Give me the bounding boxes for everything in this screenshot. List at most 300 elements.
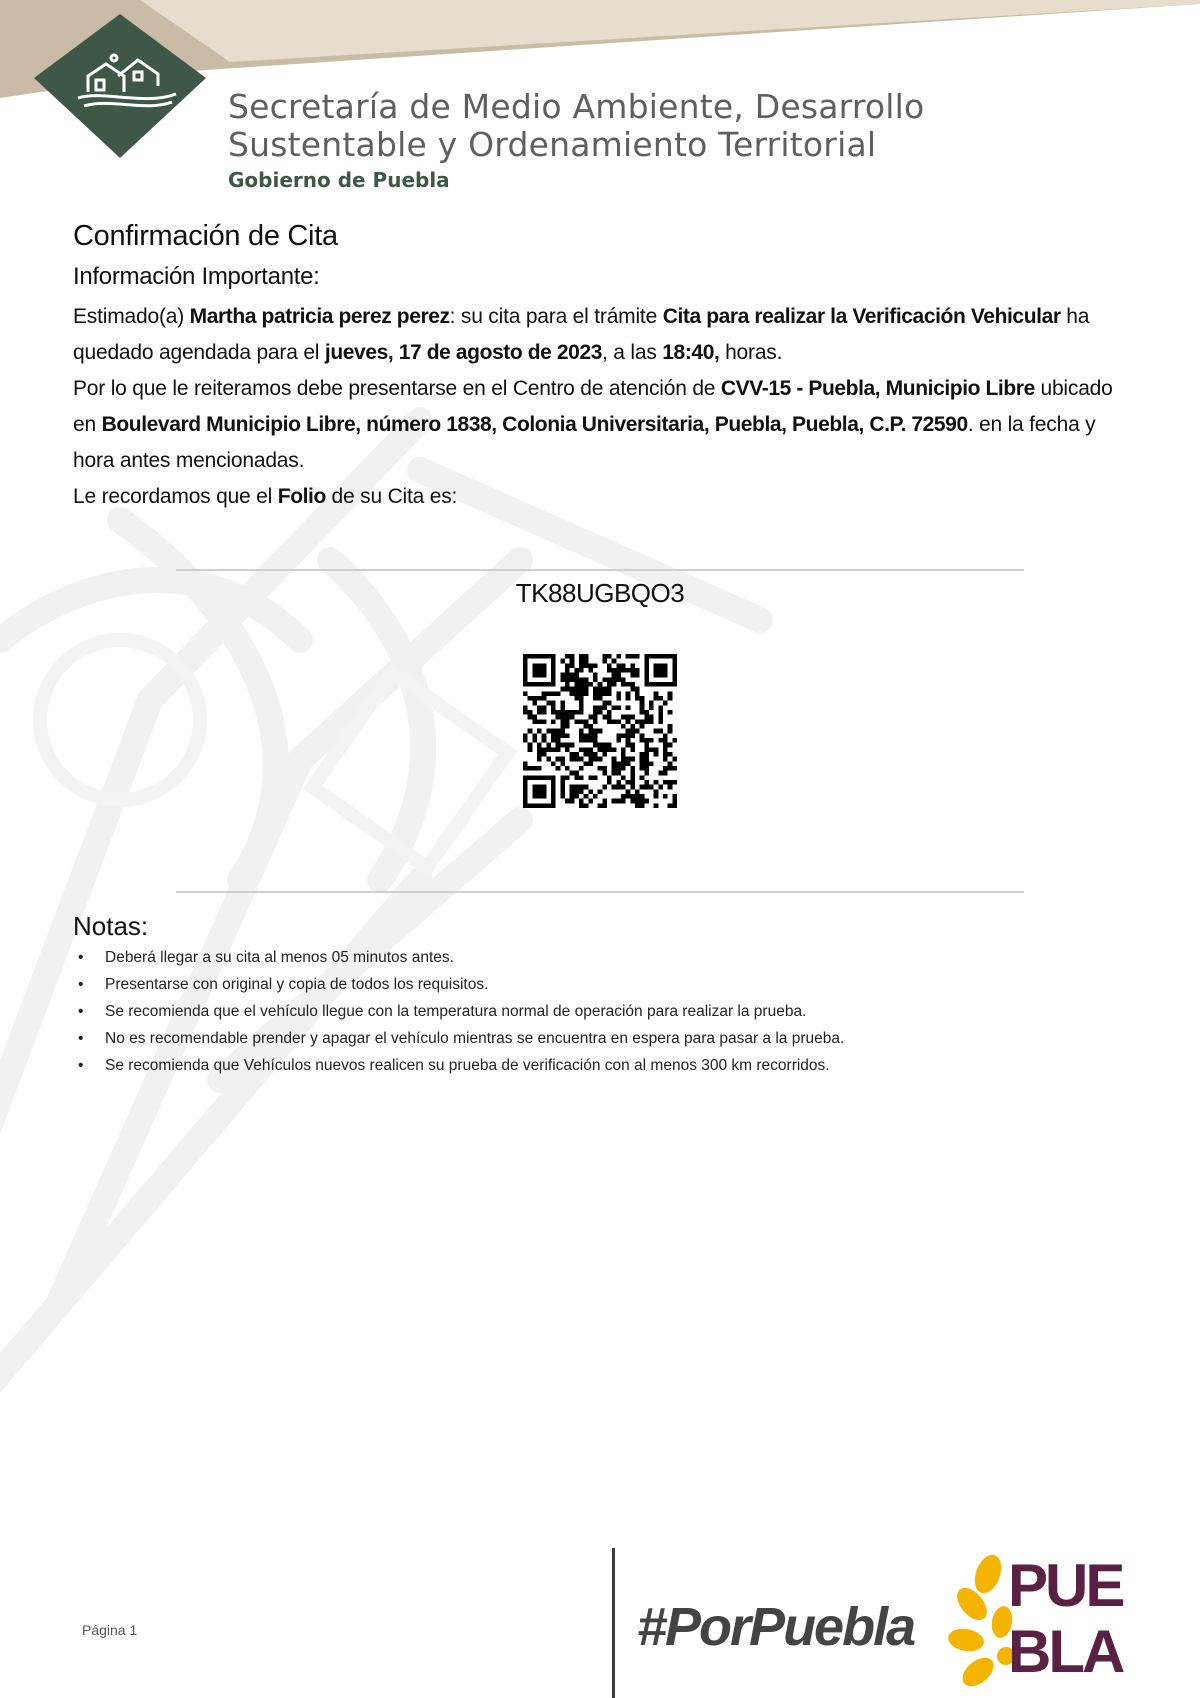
qr-module <box>551 705 556 710</box>
qr-module <box>644 710 649 715</box>
qr-module <box>654 794 659 799</box>
qr-module <box>542 733 547 738</box>
qr-module <box>644 757 649 762</box>
qr-module <box>644 785 649 790</box>
qr-module <box>635 719 640 724</box>
qr-module <box>612 785 617 790</box>
qr-module <box>574 757 579 762</box>
qr-module <box>546 691 551 696</box>
qr-module <box>612 747 617 752</box>
qr-module <box>570 659 575 664</box>
qr-module <box>640 719 645 724</box>
divider-bottom <box>176 891 1024 893</box>
qr-module <box>626 691 631 696</box>
qr-module <box>588 729 593 734</box>
qr-module <box>654 780 659 785</box>
qr-module <box>588 775 593 780</box>
qr-module <box>537 729 542 734</box>
qr-module <box>588 757 593 762</box>
qr-module <box>565 747 570 752</box>
qr-module <box>668 803 673 808</box>
qr-module <box>593 719 598 724</box>
qr-module <box>672 799 677 804</box>
qr-module <box>630 673 635 678</box>
qr-module <box>612 799 617 804</box>
qr-module <box>644 761 649 766</box>
qr-module <box>570 799 575 804</box>
qr-module <box>658 696 663 701</box>
qr-module <box>528 696 533 701</box>
qr-module <box>602 687 607 692</box>
qr-module <box>574 677 579 682</box>
qr-module <box>579 659 584 664</box>
qr-module <box>556 733 561 738</box>
qr-module <box>640 761 645 766</box>
qr-module <box>584 719 589 724</box>
qr-module <box>537 766 542 771</box>
qr-module <box>556 757 561 762</box>
qr-module <box>584 747 589 752</box>
qr-module <box>644 719 649 724</box>
qr-module <box>630 682 635 687</box>
qr-module <box>570 715 575 720</box>
qr-module <box>630 780 635 785</box>
qr-module <box>616 738 621 743</box>
flower-icon <box>948 1552 1016 1698</box>
qr-module <box>672 757 677 762</box>
qr-module <box>635 687 640 692</box>
qr-module <box>593 691 598 696</box>
qr-module <box>621 766 626 771</box>
qr-module <box>621 733 626 738</box>
qr-module <box>635 789 640 794</box>
qr-module <box>560 715 565 720</box>
qr-module <box>668 696 673 701</box>
qr-module <box>570 691 575 696</box>
qr-module <box>658 710 663 715</box>
qr-module <box>542 691 547 696</box>
qr-module <box>644 799 649 804</box>
qr-module <box>640 757 645 762</box>
qr-module <box>542 738 547 743</box>
qr-module <box>644 780 649 785</box>
qr-module <box>570 789 575 794</box>
qr-module <box>649 719 654 724</box>
qr-module <box>630 747 635 752</box>
qr-module <box>602 771 607 776</box>
qr-module <box>523 766 528 771</box>
list-item: • Deberá llegar a su cita al menos 05 minutos antes. <box>78 944 844 971</box>
qr-module <box>584 794 589 799</box>
qr-module <box>621 747 626 752</box>
qr-module <box>560 789 565 794</box>
qr-module <box>560 724 565 729</box>
qr-module <box>658 771 663 776</box>
qr-module <box>560 729 565 734</box>
qr-module <box>551 738 556 743</box>
qr-module <box>602 654 607 659</box>
qr-module <box>616 733 621 738</box>
qr-module <box>579 747 584 752</box>
qr-module <box>635 794 640 799</box>
qr-module <box>630 743 635 748</box>
qr-module <box>616 771 621 776</box>
qr-module <box>654 747 659 752</box>
qr-module <box>579 766 584 771</box>
qr-module <box>579 691 584 696</box>
qr-module <box>574 673 579 678</box>
qr-module <box>579 696 584 701</box>
qr-module <box>523 761 528 766</box>
qr-module <box>551 761 556 766</box>
qr-module <box>621 668 626 673</box>
hashtag-porpuebla: #PorPuebla <box>637 1597 915 1657</box>
qr-module <box>588 738 593 743</box>
qr-module <box>556 715 561 720</box>
qr-module <box>584 785 589 790</box>
qr-module <box>626 729 631 734</box>
qr-module <box>584 733 589 738</box>
qr-module <box>593 663 598 668</box>
list-item: • No es recomendable prender y apagar el vehículo mientras se encuentra en espera para pasar a la prueba. <box>78 1025 844 1052</box>
qr-module <box>663 733 668 738</box>
qr-module <box>579 668 584 673</box>
qr-module <box>672 780 677 785</box>
qr-module <box>658 715 663 720</box>
qr-module <box>654 691 659 696</box>
qr-module <box>546 729 551 734</box>
qr-module <box>644 766 649 771</box>
qr-module <box>621 775 626 780</box>
qr-module <box>640 799 645 804</box>
qr-module <box>663 757 668 762</box>
qr-module <box>570 794 575 799</box>
salutation: Estimado(a) <box>73 305 185 328</box>
qr-module <box>579 705 584 710</box>
qr-module <box>649 701 654 706</box>
text-fragment: de su Cita es: <box>325 485 458 508</box>
qr-module <box>537 705 542 710</box>
qr-module <box>593 729 598 734</box>
qr-module <box>672 766 677 771</box>
text-fragment: ubicado en <box>73 377 1113 436</box>
qr-module <box>551 747 556 752</box>
qr-module <box>579 738 584 743</box>
qr-module <box>658 785 663 790</box>
qr-module <box>630 687 635 692</box>
qr-module <box>556 743 561 748</box>
qr-module <box>556 710 561 715</box>
qr-module <box>668 691 673 696</box>
qr-module <box>616 719 621 724</box>
qr-module <box>565 677 570 682</box>
qr-module <box>602 799 607 804</box>
qr-module <box>598 691 603 696</box>
qr-module <box>640 752 645 757</box>
qr-module <box>574 719 579 724</box>
qr-module <box>565 673 570 678</box>
qr-module <box>565 682 570 687</box>
qr-module <box>640 710 645 715</box>
qr-module <box>556 747 561 752</box>
qr-module <box>560 659 565 664</box>
qr-module <box>556 766 561 771</box>
qr-module <box>616 761 621 766</box>
qr-module <box>551 691 556 696</box>
qr-module <box>654 752 659 757</box>
qr-module <box>560 710 565 715</box>
agency-header <box>228 88 924 192</box>
qr-module <box>537 696 542 701</box>
qr-module <box>579 775 584 780</box>
qr-module <box>560 757 565 762</box>
qr-module <box>593 715 598 720</box>
qr-module <box>546 743 551 748</box>
qr-module <box>570 710 575 715</box>
notes-heading: Notas: <box>73 911 149 941</box>
qr-module <box>551 733 556 738</box>
qr-module <box>532 766 537 771</box>
qr-module <box>644 738 649 743</box>
qr-module <box>542 719 547 724</box>
qr-module <box>635 803 640 808</box>
qr-code <box>523 654 677 808</box>
qr-module <box>584 663 589 668</box>
qr-module <box>598 705 603 710</box>
qr-module <box>574 794 579 799</box>
qr-module <box>640 794 645 799</box>
qr-module <box>574 785 579 790</box>
qr-module <box>630 771 635 776</box>
qr-module <box>574 691 579 696</box>
qr-module <box>570 663 575 668</box>
qr-module <box>640 705 645 710</box>
qr-module <box>570 687 575 692</box>
qr-module <box>532 733 537 738</box>
qr-module <box>630 766 635 771</box>
qr-module <box>630 724 635 729</box>
qr-module <box>565 799 570 804</box>
qr-module <box>602 659 607 664</box>
qr-module <box>630 733 635 738</box>
qr-module <box>565 687 570 692</box>
divider-top <box>176 569 1024 571</box>
qr-module <box>602 785 607 790</box>
qr-module <box>630 799 635 804</box>
qr-module <box>626 738 631 743</box>
qr-module <box>626 654 631 659</box>
document-body <box>73 220 1133 515</box>
page-number: Página 1 <box>82 1622 138 1638</box>
qr-module <box>649 747 654 752</box>
qr-module <box>574 710 579 715</box>
qr-module <box>654 803 659 808</box>
qr-module <box>607 715 612 720</box>
text-fragment: , a las <box>602 341 663 364</box>
qr-module <box>602 803 607 808</box>
qr-module <box>612 757 617 762</box>
qr-module <box>523 705 528 710</box>
qr-module <box>649 785 654 790</box>
qr-module <box>528 710 533 715</box>
qr-module <box>626 715 631 720</box>
qr-module <box>668 710 673 715</box>
qr-module <box>560 705 565 710</box>
qr-module <box>560 719 565 724</box>
qr-module <box>621 761 626 766</box>
qr-module <box>532 701 537 706</box>
qr-module <box>537 719 542 724</box>
qr-module <box>579 785 584 790</box>
qr-module <box>612 659 617 664</box>
qr-finder <box>654 663 668 677</box>
qr-module <box>593 696 598 701</box>
qr-module <box>537 743 542 748</box>
qr-module <box>607 654 612 659</box>
important-info-heading: Información Importante: <box>73 263 320 290</box>
qr-module <box>574 682 579 687</box>
qr-module <box>556 729 561 734</box>
footer-divider <box>612 1548 615 1698</box>
qr-module <box>607 719 612 724</box>
qr-module <box>560 743 565 748</box>
qr-module <box>621 682 626 687</box>
qr-module <box>607 743 612 748</box>
qr-module <box>570 743 575 748</box>
qr-module <box>649 738 654 743</box>
qr-module <box>602 747 607 752</box>
qr-module <box>579 677 584 682</box>
qr-module <box>570 771 575 776</box>
qr-module <box>612 719 617 724</box>
text-fragment: Le recordamos que el <box>73 485 278 508</box>
qr-module <box>630 794 635 799</box>
qr-module <box>635 654 640 659</box>
qr-module <box>574 752 579 757</box>
qr-module <box>560 780 565 785</box>
qr-module <box>616 696 621 701</box>
qr-module <box>630 785 635 790</box>
qr-module <box>570 677 575 682</box>
qr-module <box>579 663 584 668</box>
qr-module <box>560 785 565 790</box>
qr-module <box>584 738 589 743</box>
qr-module <box>593 738 598 743</box>
qr-module <box>602 691 607 696</box>
qr-module <box>532 696 537 701</box>
qr-module <box>630 729 635 734</box>
qr-module <box>635 691 640 696</box>
qr-module <box>663 771 668 776</box>
qr-module <box>602 677 607 682</box>
qr-module <box>574 789 579 794</box>
qr-module <box>542 710 547 715</box>
qr-module <box>579 710 584 715</box>
appointment-time: 18:40, <box>662 341 720 364</box>
qr-module <box>579 757 584 762</box>
qr-module <box>528 747 533 752</box>
qr-module <box>635 799 640 804</box>
qr-module <box>668 724 673 729</box>
service-center: CVV-15 - Puebla, Municipio Libre <box>720 377 1035 400</box>
qr-module <box>523 691 528 696</box>
qr-module <box>532 715 537 720</box>
qr-module <box>616 677 621 682</box>
qr-module <box>551 719 556 724</box>
qr-module <box>593 757 598 762</box>
qr-module <box>654 729 659 734</box>
folio-number: TK88UGBQO3 <box>515 578 685 608</box>
procedure-name: Cita para realizar la Verificación Vehicular <box>662 305 1061 328</box>
qr-module <box>607 663 612 668</box>
list-item: • Se recomienda que Vehículos nuevos realicen su prueba de verificación con al menos 300 km recorridos. <box>78 1052 844 1079</box>
qr-module <box>635 668 640 673</box>
qr-module <box>640 785 645 790</box>
qr-module <box>602 752 607 757</box>
qr-module <box>593 705 598 710</box>
qr-module <box>654 789 659 794</box>
qr-module <box>644 747 649 752</box>
qr-module <box>546 701 551 706</box>
qr-module <box>630 715 635 720</box>
qr-module <box>635 696 640 701</box>
qr-module <box>616 668 621 673</box>
qr-module <box>565 710 570 715</box>
qr-module <box>621 785 626 790</box>
qr-module <box>626 696 631 701</box>
qr-module <box>523 710 528 715</box>
qr-module <box>616 691 621 696</box>
qr-module <box>635 673 640 678</box>
qr-module <box>598 743 603 748</box>
qr-module <box>616 673 621 678</box>
agency-name-line1: Secretaría de Medio Ambiente, Desarrollo <box>228 87 925 126</box>
qr-module <box>579 799 584 804</box>
qr-module <box>630 668 635 673</box>
qr-module <box>602 743 607 748</box>
qr-module <box>598 757 603 762</box>
qr-module <box>588 668 593 673</box>
text-fragment: horas. <box>719 341 783 364</box>
qr-module <box>570 752 575 757</box>
qr-module <box>570 785 575 790</box>
qr-module <box>579 654 584 659</box>
qr-module <box>616 780 621 785</box>
qr-module <box>672 738 677 743</box>
qr-module <box>621 663 626 668</box>
text-fragment: ha quedado agendada para el <box>73 305 1090 364</box>
qr-module <box>584 752 589 757</box>
qr-module <box>593 687 598 692</box>
qr-module <box>630 663 635 668</box>
qr-module <box>607 701 612 706</box>
qr-module <box>658 705 663 710</box>
qr-module <box>649 761 654 766</box>
qr-module <box>668 752 673 757</box>
qr-module <box>579 789 584 794</box>
header-band-light <box>140 0 1200 62</box>
qr-module <box>640 738 645 743</box>
qr-module <box>602 701 607 706</box>
qr-module <box>602 705 607 710</box>
qr-module <box>542 705 547 710</box>
qr-module <box>658 719 663 724</box>
qr-module <box>626 705 631 710</box>
qr-module <box>612 673 617 678</box>
qr-module <box>593 794 598 799</box>
qr-finder <box>532 785 546 799</box>
qr-module <box>579 687 584 692</box>
